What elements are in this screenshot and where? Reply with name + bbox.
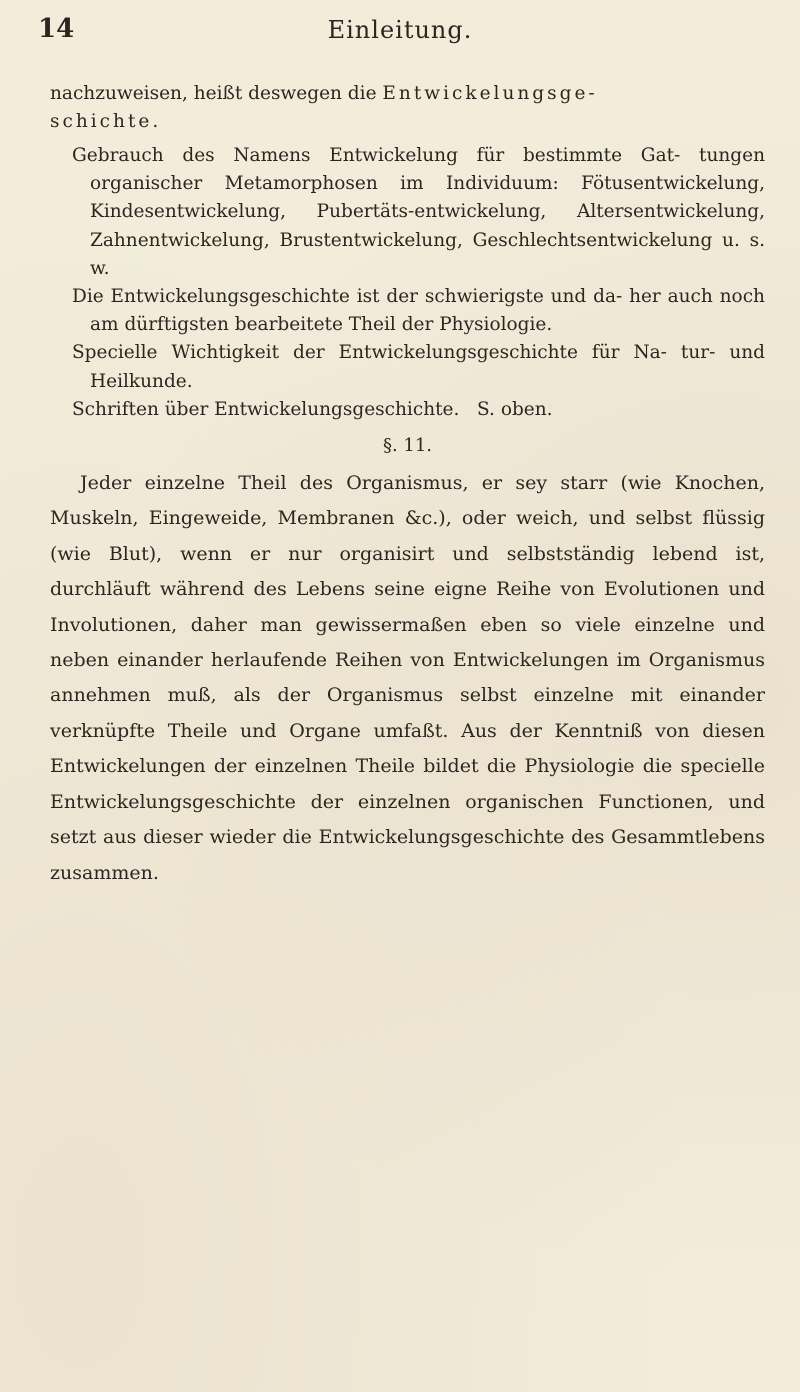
main-paragraph: Jeder einzelne Theil des Organismus, er sey starr (wie Knochen, Muskeln, Eingeweide, Membranen &c.), oder weich, und selbst flüssig (wie Blut), wenn er nur organisirt und selbstständig lebend ist, durchläuft während des Lebens seine eigne Reihe von Evolutionen und Involutionen, daher man gewissermaßen eben so viele einzelne und neben einander herlaufende Reihen von Entwickelungen im Organismus annehmen muß, als der Organismus selbst einzelne mit einander verknüpfte Theile und Organe umfaßt. Aus der Kenntniß von diesen Entwickelungen der einzelnen Theile bildet die Physiologie die specielle Entwickelungsgeschichte der einzelnen organischen Functionen, und setzt aus dieser wieder die Entwickelungsgeschichte des Gesammtlebens zusammen. [50,472,765,884]
note-entry-text: S. oben. [477,398,553,420]
intro-paragraph [50,80,765,136]
note-entry-text: her auch noch am dürftigsten bearbeitete Theil der Physiologie. [90,286,765,336]
section-mark: §. 11. [382,435,433,457]
intro-emphasis-1: Entwickelungsge- [382,83,598,104]
note-entry-lead: Specielle Wichtigkeit der Entwickelungsgeschichte für Na- [72,342,667,364]
intro-text-start: nachzuweisen, heißt deswegen die [50,83,383,104]
note-entry-lead: Die Entwickelungsgeschichte ist der schwierigste und da- [72,286,623,308]
page-header [0,14,800,58]
note-entry-lead: Schriften über Entwickelungsgeschichte. [72,398,460,420]
note-entry-text: tur- und Heilkunde. [90,342,765,392]
running-head: Einleitung. [327,16,473,44]
note-entry-2 [50,283,765,339]
note-entry-text: tungen organischer Metamorphosen im Individuum: Fötusentwickelung, Kindesentwickelung, Pubertäts-entwickelung, Altersentwickelung, Zahnentwickelung, Brustentwickelung, Geschlechtsentwickelung u. s. w. [90,145,766,279]
intro-text-end: . [152,111,159,132]
note-entry-4 [50,396,765,424]
note-entry-lead: Gebrauch des Namens Entwickelung für bestimmte Gat- [72,145,681,166]
page-number: 14 [38,14,75,44]
page-body [50,80,765,891]
note-entry-3 [50,339,765,395]
note-entry-1 [50,142,765,283]
intro-emphasis-2: schichte [50,111,153,132]
